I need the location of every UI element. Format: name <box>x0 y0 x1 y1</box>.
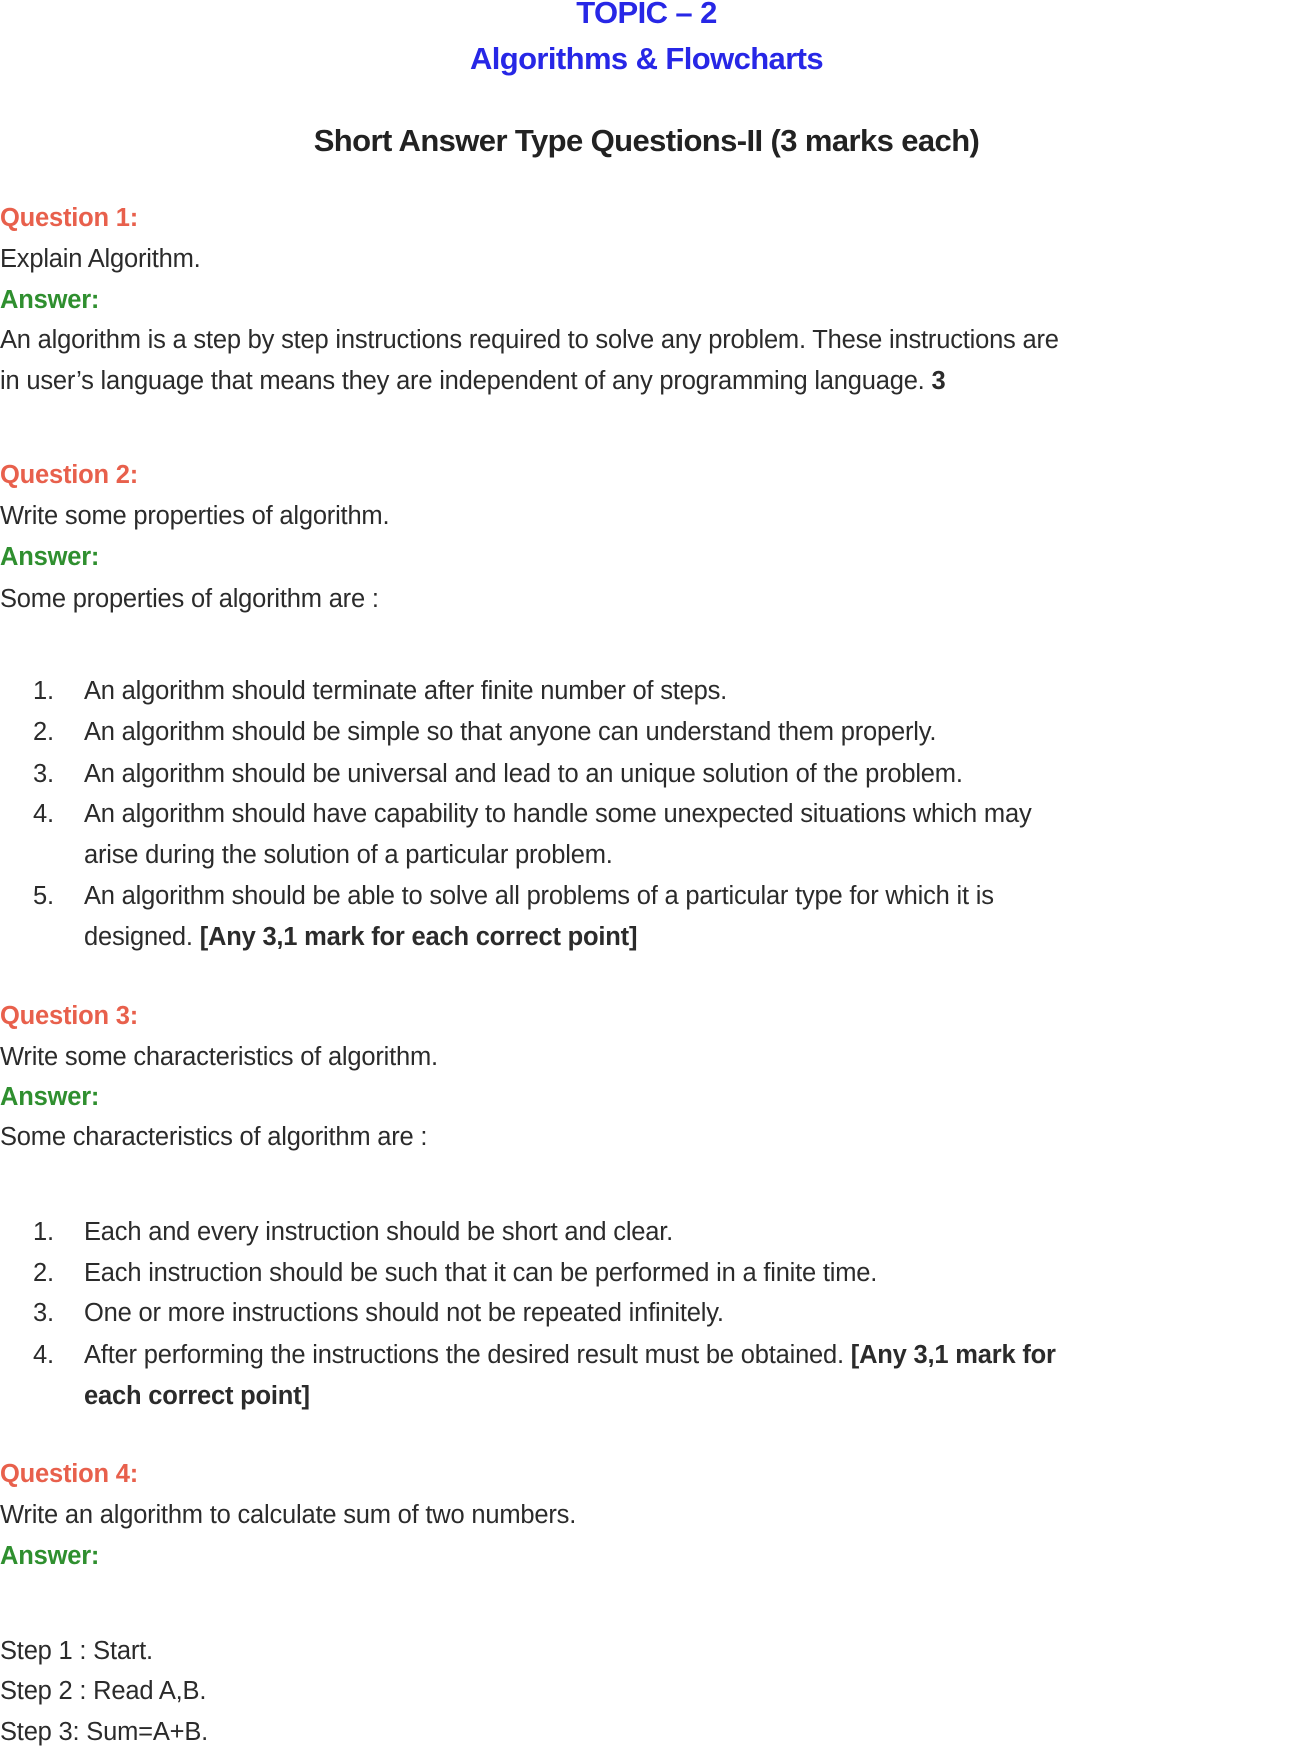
list-text: An algorithm should terminate after finite number of steps. <box>84 677 728 705</box>
list-number: 4. <box>33 1341 54 1369</box>
answer-1-line: An algorithm is a step by step instructions required to solve any problem. These instructions are <box>0 326 1059 354</box>
marks: 3 <box>931 367 946 395</box>
question-2-text: Write some properties of algorithm. <box>0 502 390 530</box>
answer-2-label: Answer: <box>0 543 100 571</box>
list-text: An algorithm should be able to solve all problems of a particular type for which it is <box>84 882 994 910</box>
list-text: Each and every instruction should be short and clear. <box>84 1218 674 1246</box>
list-text: arise during the solution of a particular problem. <box>84 841 613 869</box>
question-2-label: Question 2: <box>0 461 139 489</box>
list-number: 3. <box>33 760 54 788</box>
question-1-text: Explain Algorithm. <box>0 245 201 273</box>
answer-4-label: Answer: <box>0 1542 100 1570</box>
algorithm-step: Step 2 : Read A,B. <box>0 1677 207 1705</box>
list-number: 1. <box>33 677 54 705</box>
algorithm-step: Step 1 : Start. <box>0 1637 153 1665</box>
question-4-label: Question 4: <box>0 1460 139 1488</box>
marks-note: each correct point] <box>84 1382 310 1410</box>
list-number: 1. <box>33 1218 54 1246</box>
algorithm-step: Step 3: Sum=A+B. <box>0 1718 209 1746</box>
list-number: 2. <box>33 718 54 746</box>
question-1-label: Question 1: <box>0 204 139 232</box>
list-text <box>84 1340 1056 1370</box>
list-text <box>84 922 637 952</box>
page-title: Algorithms & Flowcharts <box>469 41 824 76</box>
list-number: 4. <box>33 800 54 828</box>
answer-text: in user’s language that means they are independent of any programming language. <box>0 367 925 395</box>
answer-3-intro: Some characteristics of algorithm are : <box>0 1123 428 1151</box>
question-3-label: Question 3: <box>0 1002 139 1030</box>
list-text: An algorithm should be simple so that anyone can understand them properly. <box>84 718 937 746</box>
list-text: After performing the instructions the desired result must be obtained. <box>84 1341 844 1369</box>
list-number: 3. <box>33 1299 54 1327</box>
answer-2-intro: Some properties of algorithm are : <box>0 585 379 613</box>
list-number: 2. <box>33 1259 54 1287</box>
list-text: An algorithm should be universal and lead to an unique solution of the problem. <box>84 760 963 788</box>
answer-1-label: Answer: <box>0 286 100 314</box>
list-text: designed. <box>84 923 193 951</box>
list-text: Each instruction should be such that it can be performed in a finite time. <box>84 1259 878 1287</box>
answer-3-label: Answer: <box>0 1083 100 1111</box>
answer-1-line <box>0 366 945 396</box>
topic-heading: TOPIC – 2 <box>576 0 717 30</box>
list-text: An algorithm should have capability to handle some unexpected situations which may <box>84 800 1032 828</box>
marks-note: [Any 3,1 mark for <box>850 1341 1056 1369</box>
list-text: One or more instructions should not be repeated infinitely. <box>84 1299 724 1327</box>
question-4-text: Write an algorithm to calculate sum of two numbers. <box>0 1501 577 1529</box>
marks-note: [Any 3,1 mark for each correct point] <box>199 923 638 951</box>
section-heading: Short Answer Type Questions-II (3 marks each) <box>313 123 980 158</box>
list-number: 5. <box>33 882 54 910</box>
question-3-text: Write some characteristics of algorithm. <box>0 1043 438 1071</box>
